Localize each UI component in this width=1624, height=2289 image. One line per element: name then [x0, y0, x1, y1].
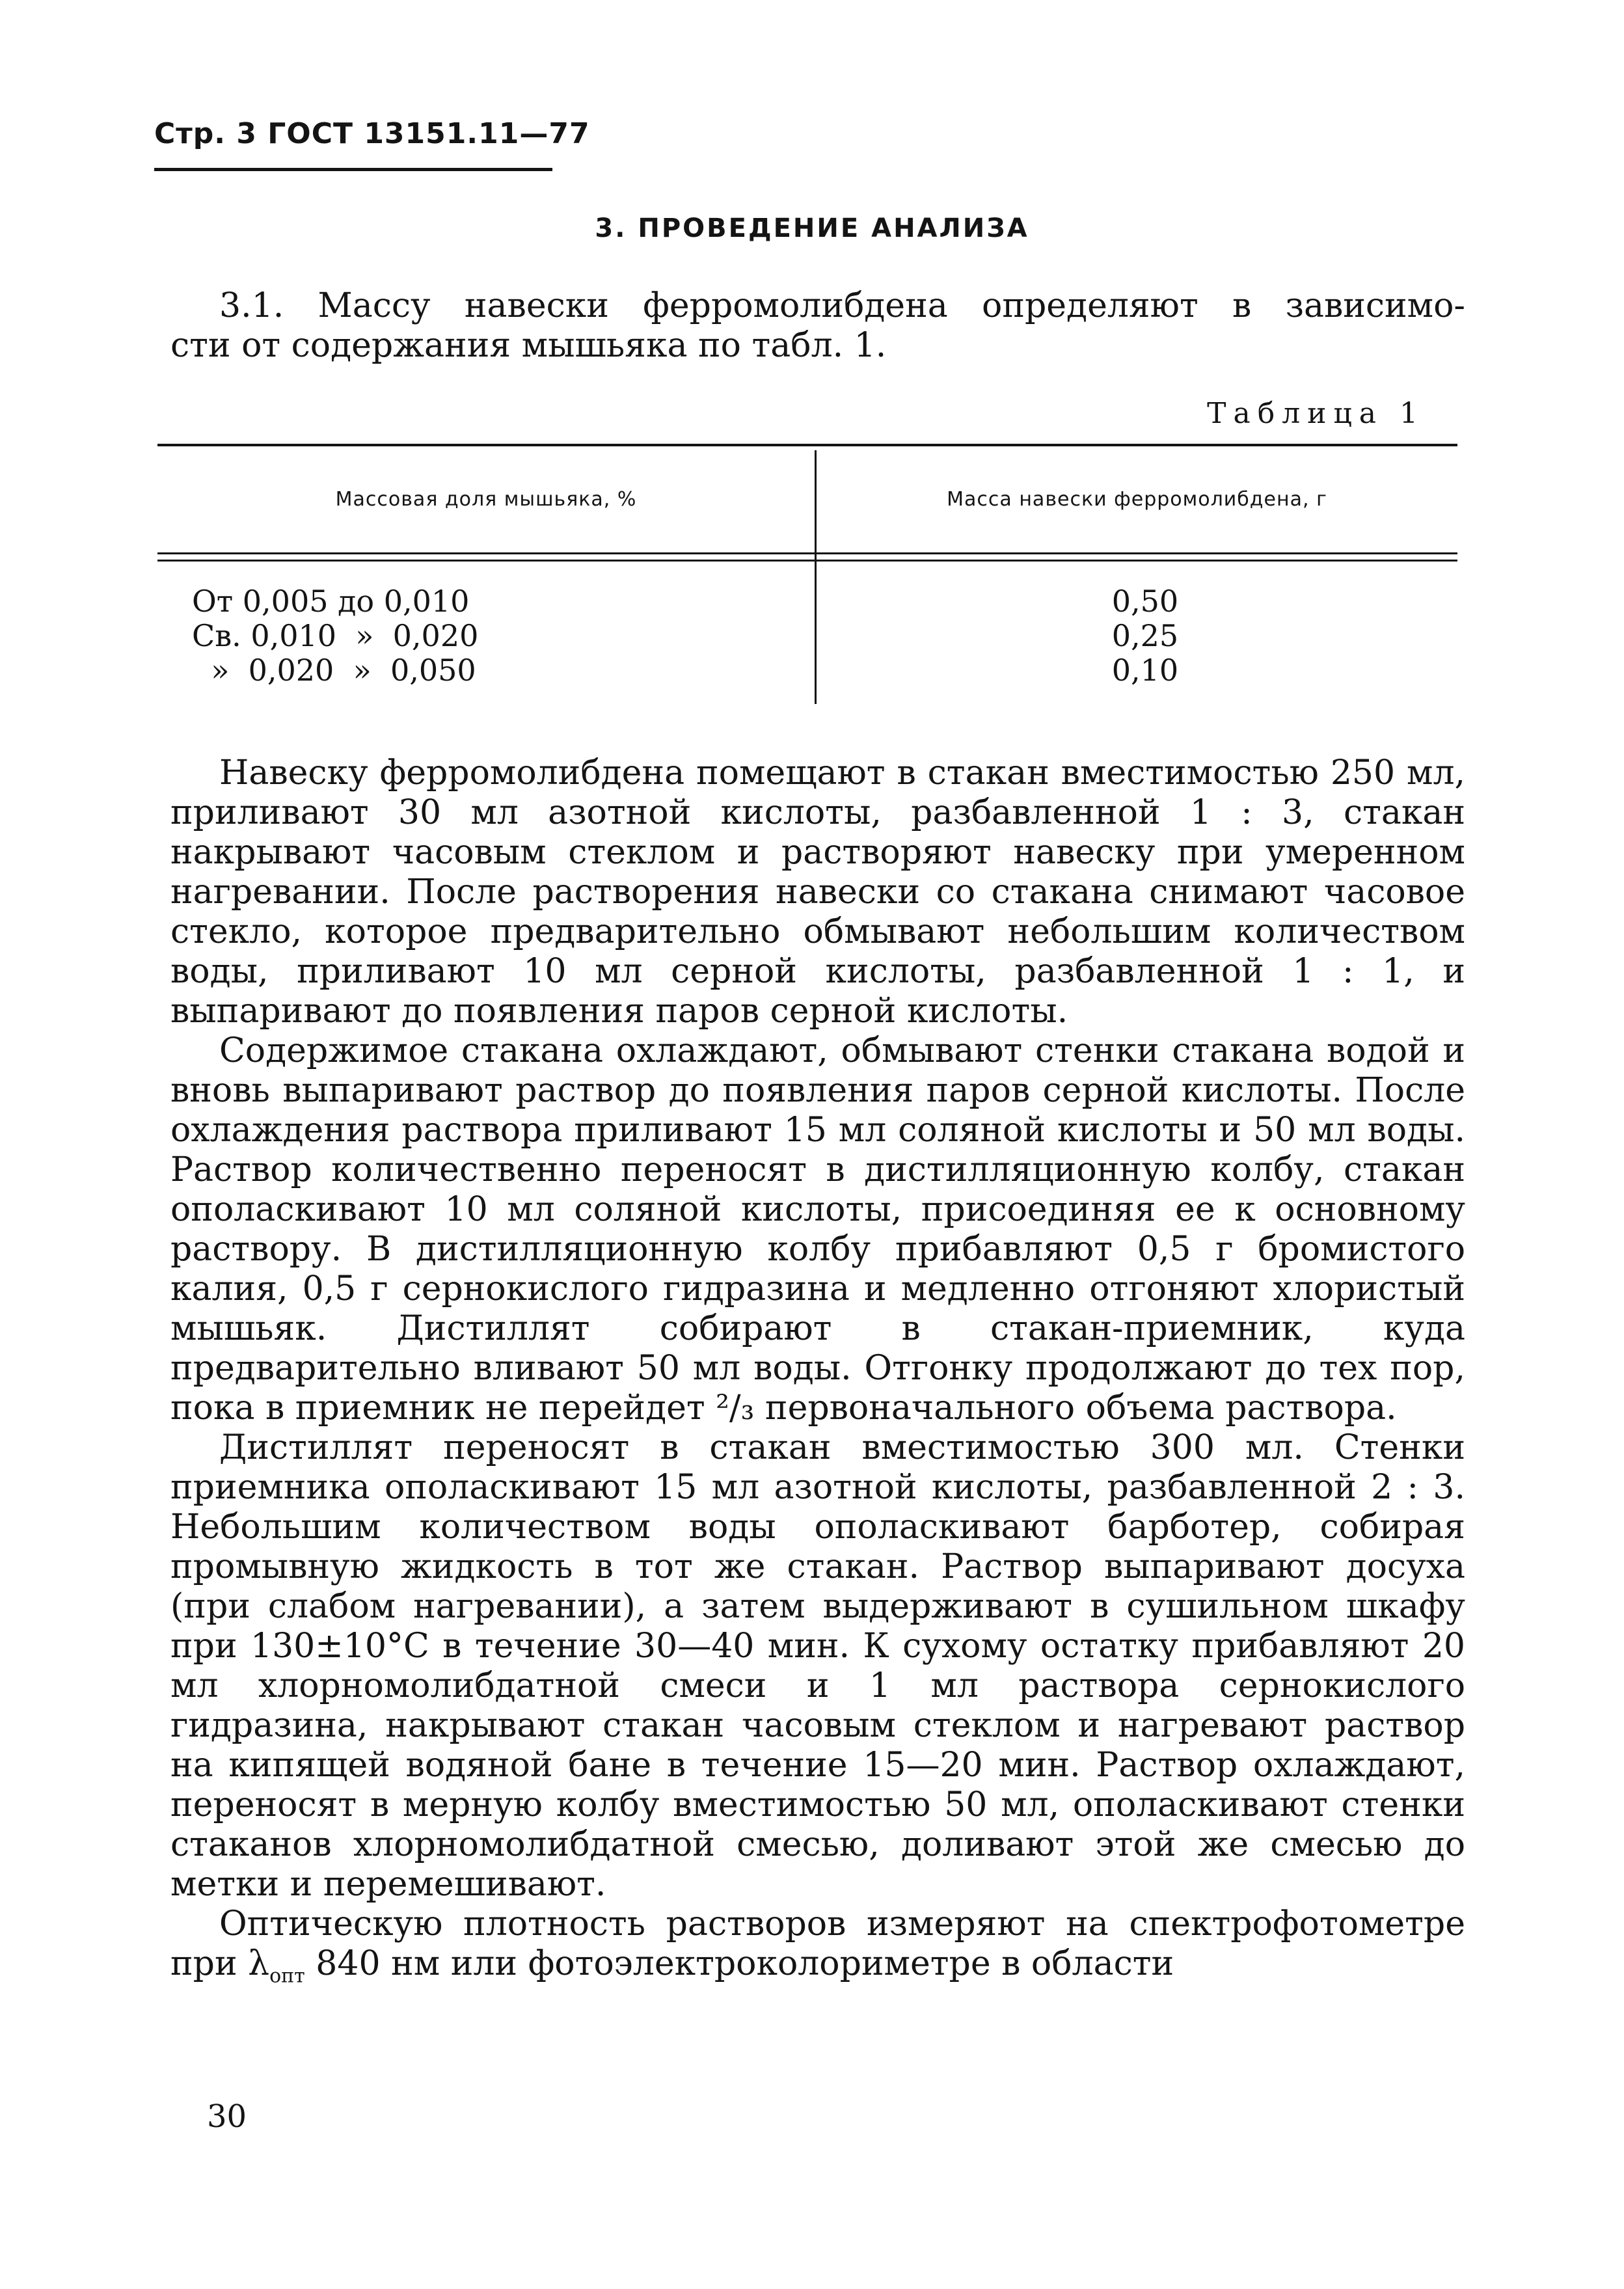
header-rule: [154, 168, 552, 171]
table-cell-range: Св. 0,010 » 0,020: [192, 618, 479, 653]
paragraph-4: [170, 1904, 1465, 1996]
table-header-mass: Масса навески ферромолибдена, г: [947, 488, 1327, 511]
paragraph-1: Навеску ферромолибдена помещают в стакан вместимостью 250 мл, приливают 30 мл азотной кислоты, разбавленной 1 : 3, стакан накрывают часовым стеклом и растворяют навеску при умеренном нагревании. После растворения навески со стакана снимают часовое стекло, которое предварительно обмывают небольшим количеством воды, приливают 10 мл серной кислоты, разбавленной 1 : 1, и выпаривают до появления паров серной кислоты.: [170, 753, 1465, 1031]
paragraph-3: Дистиллят переносят в стакан вместимостью 300 мл. Стенки приемника ополаскивают 15 мл азотной кислоты, разбавленной 2 : 3. Небольшим количеством воды ополаскивают барботер, собирая промывную жидкость в тот же стакан. Раствор выпаривают досуха (при слабом нагревании), а затем выдерживают в сушильном шкафу при 130±10°С в течение 30—40 мин. К сухому остатку прибавляют 20 мл хлорномолибдатной смеси и 1 мл раствора сернокислого гидразина, накрывают стакан часовым стеклом и нагревают раствор на кипящей водяной бане в течение 15—20 мин. Раствор охлаждают, переносят в мерную колбу вместимостью 50 мл, ополаскивают стенки стаканов хлорномолибдатной смесью, доливают этой же смесью до метки и перемешивают.: [170, 1428, 1465, 1904]
table-header-arsenic: Массовая доля мышьяка, %: [335, 488, 637, 511]
running-header: Стр. 3 ГОСТ 13151.11—77: [154, 117, 590, 150]
page-number: 30: [207, 2098, 247, 2135]
paragraph-2: Содержимое стакана охлаждают, обмывают стенки стакана водой и вновь выпаривают раствор до появления паров серной кислоты. После охлаждения раствора приливают 15 мл соляной кислоты и 50 мл воды. Раствор количественно переносят в дистилляционную колбу, стакан ополаскивают 10 мл соляной кислоты, присоединяя ее к основному раствору. В дистилляционную колбу прибавляют 0,5 г бромистого калия, 0,5 г сернокислого гидразина и медленно отгоняют хлористый мышьяк. Дистиллят собирают в стакан-приемник, куда предварительно вливают 50 мл воды. Отгонку продолжают до тех пор, пока в приемник не перейдет ²/₃ первоначального объема раствора.: [170, 1031, 1465, 1428]
intro-line-2: сти от содержания мышьяка по табл. 1.: [170, 326, 887, 365]
table-cell-mass: 0,50: [1111, 584, 1179, 619]
table-cell-mass: 0,10: [1111, 653, 1179, 688]
table-cell-range: » 0,020 » 0,050: [192, 653, 476, 688]
lambda-subscript: опт: [269, 1964, 305, 1988]
paragraph-4-end: 840 нм или фотоэлектроколориметре в области: [304, 1944, 1174, 1983]
main-text: [170, 753, 1465, 1996]
section-title: 3. ПРОВЕДЕНИЕ АНАЛИЗА: [595, 213, 1029, 243]
table-top-rule: [157, 444, 1457, 446]
intro-paragraph: [170, 286, 1465, 366]
table-caption: Таблица 1: [1207, 397, 1425, 430]
table-cell-mass: 0,25: [1111, 618, 1179, 653]
table-header-rule-1: [157, 552, 1457, 554]
intro-line-1: 3.1. Массу навески ферромолибдена определяют в зависимо-: [219, 286, 1465, 325]
paragraph-4-start: Оптическую плотность растворов измеряют на спектрофотометре при λ: [170, 1904, 1465, 1983]
table-cell-range: От 0,005 до 0,010: [192, 584, 470, 619]
table-header-rule-2: [157, 560, 1457, 562]
